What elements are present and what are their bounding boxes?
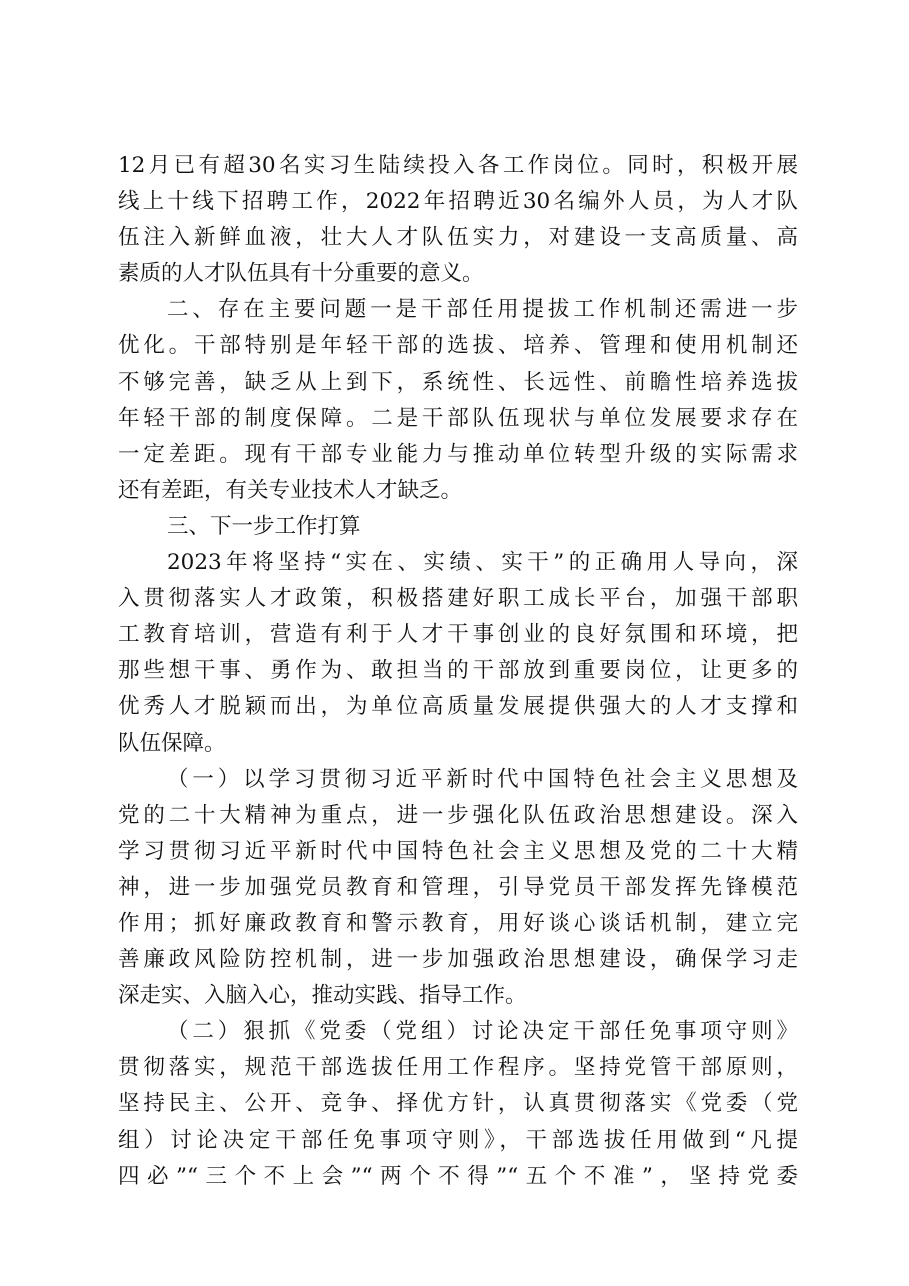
text-line: 三、下一步工作打算 bbox=[167, 513, 361, 539]
text-line: 不够完善，缺乏从上到下，系统性、长远性、前瞻性培养选拔 bbox=[118, 369, 798, 395]
text-line: 队伍保障。 bbox=[118, 730, 226, 756]
text-line: 学习贯彻习近平新时代中国特色社会主义思想及党的二十大精 bbox=[118, 838, 798, 864]
text-line: 贯彻落实，规范干部选拔任用工作程序。坚持党管干部原则， bbox=[118, 1055, 798, 1081]
text-line: 组）讨论决定干部任免事项守则》，干部选拔任用做到“凡提 bbox=[118, 1127, 798, 1153]
text-line: 还有差距，有关专业技术人才缺乏。 bbox=[118, 477, 463, 503]
text-line: 12月已有超30名实习生陆续投入各工作岗位。同时，积极开展 bbox=[118, 153, 798, 178]
text-line: 入贯彻落实人才政策，积极搭建好职工成长平台，加强干部职 bbox=[118, 586, 798, 612]
text-line: 二、存在主要问题一是干部任用提拔工作机制还需进一步 bbox=[167, 297, 798, 323]
text-line: 作用；抓好廉政教育和警示教育，用好谈心谈话机制，建立完 bbox=[118, 910, 798, 936]
text-line: 年轻干部的制度保障。二是干部队伍现状与单位发展要求存在 bbox=[118, 405, 798, 431]
text-line: 善廉政风险防控机制，进一步加强政治思想建设，确保学习走 bbox=[118, 947, 798, 973]
text-line: 四必”“三个不上会”“两个不得”“五个不准”，坚持党委 bbox=[118, 1163, 798, 1189]
text-line: 优秀人才脱颖而出，为单位高质量发展提供强大的人才支撑和 bbox=[118, 694, 798, 720]
text-line: 线上十线下招聘工作，2022年招聘近30名编外人员，为人才队 bbox=[118, 189, 798, 215]
text-line: （二）狠抓《党委（党组）讨论决定干部任免事项守则》 bbox=[167, 1019, 798, 1045]
text-line: 神，进一步加强党员教育和管理，引导党员干部发挥先锋模范 bbox=[118, 874, 798, 900]
text-line: 素质的人才队伍具有十分重要的意义。 bbox=[118, 261, 484, 287]
text-line: 工教育培训，营造有利于人才干事创业的良好氛围和环境，把 bbox=[118, 622, 798, 648]
text-line: 深走实、入脑入心，推动实践、指导工作。 bbox=[118, 983, 527, 1009]
text-line: 党的二十大精神为重点，进一步强化队伍政治思想建设。深入 bbox=[118, 802, 798, 828]
text-line: 一定差距。现有干部专业能力与推动单位转型升级的实际需求 bbox=[118, 441, 798, 467]
text-line: 坚持民主、公开、竞争、择优方针，认真贯彻落实《党委（党 bbox=[118, 1091, 798, 1117]
text-line: 2023年将坚持“实在、实绩、实干”的正确用人导向，深 bbox=[167, 550, 798, 576]
text-line: 那些想干事、勇作为、敢担当的干部放到重要岗位，让更多的 bbox=[118, 658, 798, 684]
text-line: 伍注入新鲜血液，壮大人才队伍实力，对建设一支高质量、高 bbox=[118, 225, 798, 251]
text-line: （一）以学习贯彻习近平新时代中国特色社会主义思想及 bbox=[167, 766, 798, 792]
text-line: 优化。干部特别是年轻干部的选拔、培养、管理和使用机制还 bbox=[118, 333, 798, 359]
document-body bbox=[118, 148, 798, 1195]
